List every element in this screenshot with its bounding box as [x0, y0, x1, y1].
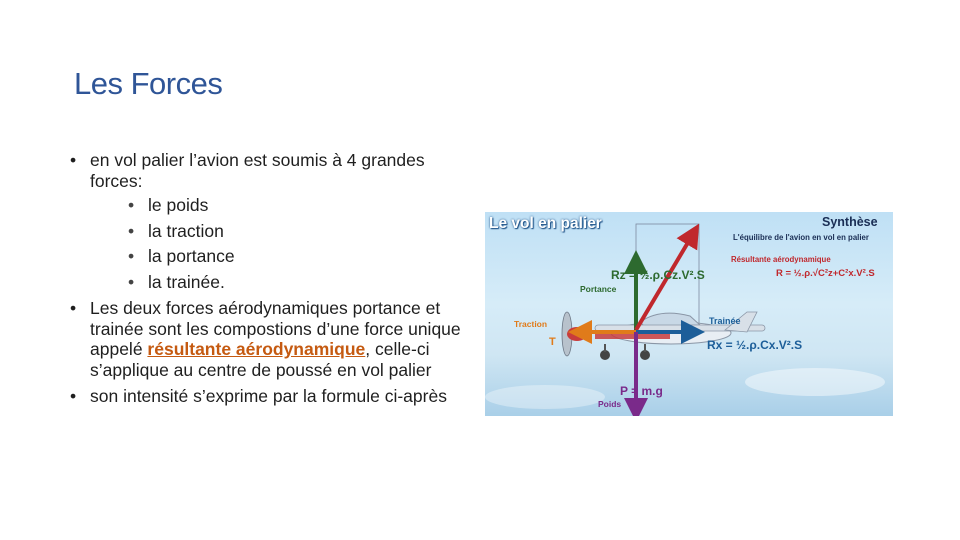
- bullet-dot: •: [70, 298, 77, 318]
- sub-bullet-text: la portance: [148, 246, 235, 266]
- rz-formula: Rz = ½.ρ.Cz.V².S: [611, 268, 705, 282]
- figure-title: Le vol en palier: [489, 215, 602, 232]
- trainee-label: Trainée: [709, 316, 741, 326]
- forces-diagram-image: [485, 212, 893, 416]
- figure-synthese: Synthèse: [822, 215, 878, 229]
- bullet-dot: •: [70, 386, 77, 406]
- resultante-formula: R = ½.ρ.√C²z+C²x.V².S: [776, 268, 875, 279]
- resultante-label: Résultante aérodynamique: [731, 255, 831, 264]
- bullet-dot: •: [128, 246, 135, 266]
- slide-title: Les Forces: [74, 66, 223, 101]
- sub-bullet-item: [90, 195, 480, 216]
- rx-formula: Rx = ½.ρ.Cx.V².S: [707, 338, 803, 352]
- sub-bullet-text: le poids: [148, 195, 209, 215]
- p-formula: P = m.g: [620, 384, 663, 398]
- bullet-text: , celle-ci s’applique au centre de poussé en vol palier: [90, 339, 432, 380]
- traction-label: Traction: [514, 319, 548, 329]
- figure-subtitle: L'équilibre de l'avion en vol en palier: [733, 233, 869, 242]
- sub-bullet-item: [90, 272, 480, 293]
- sub-bullet-text: la trainée.: [148, 271, 225, 292]
- bullet-dot: •: [128, 271, 135, 292]
- bullet-text: en vol palier l’avion est soumis à 4 grandes forces:: [90, 150, 425, 191]
- bullet-item: [70, 386, 480, 407]
- bullet-text: son intensité s’exprime par la formule ci-après: [90, 386, 447, 406]
- bullet-item: [70, 150, 480, 292]
- diagram-graphics: [485, 212, 893, 416]
- portance-label: Portance: [580, 284, 617, 294]
- poids-label: Poids: [598, 399, 622, 409]
- sub-bullet-text: la traction: [148, 220, 224, 241]
- bullet-dot: •: [70, 150, 77, 170]
- bullet-dot: •: [128, 220, 135, 241]
- bullet-item: [70, 298, 480, 380]
- highlight-term: résultante aérodynamique: [147, 339, 366, 359]
- sub-bullet-item: [90, 246, 480, 267]
- bullet-text: Les deux forces aérodynamiques portance et trainée sont les compostions d’une force unique appelé: [90, 298, 461, 359]
- bullet-dot: •: [128, 195, 135, 215]
- t-label: T: [549, 336, 556, 348]
- slide-body: [70, 150, 480, 413]
- sub-bullet-item: [90, 221, 480, 242]
